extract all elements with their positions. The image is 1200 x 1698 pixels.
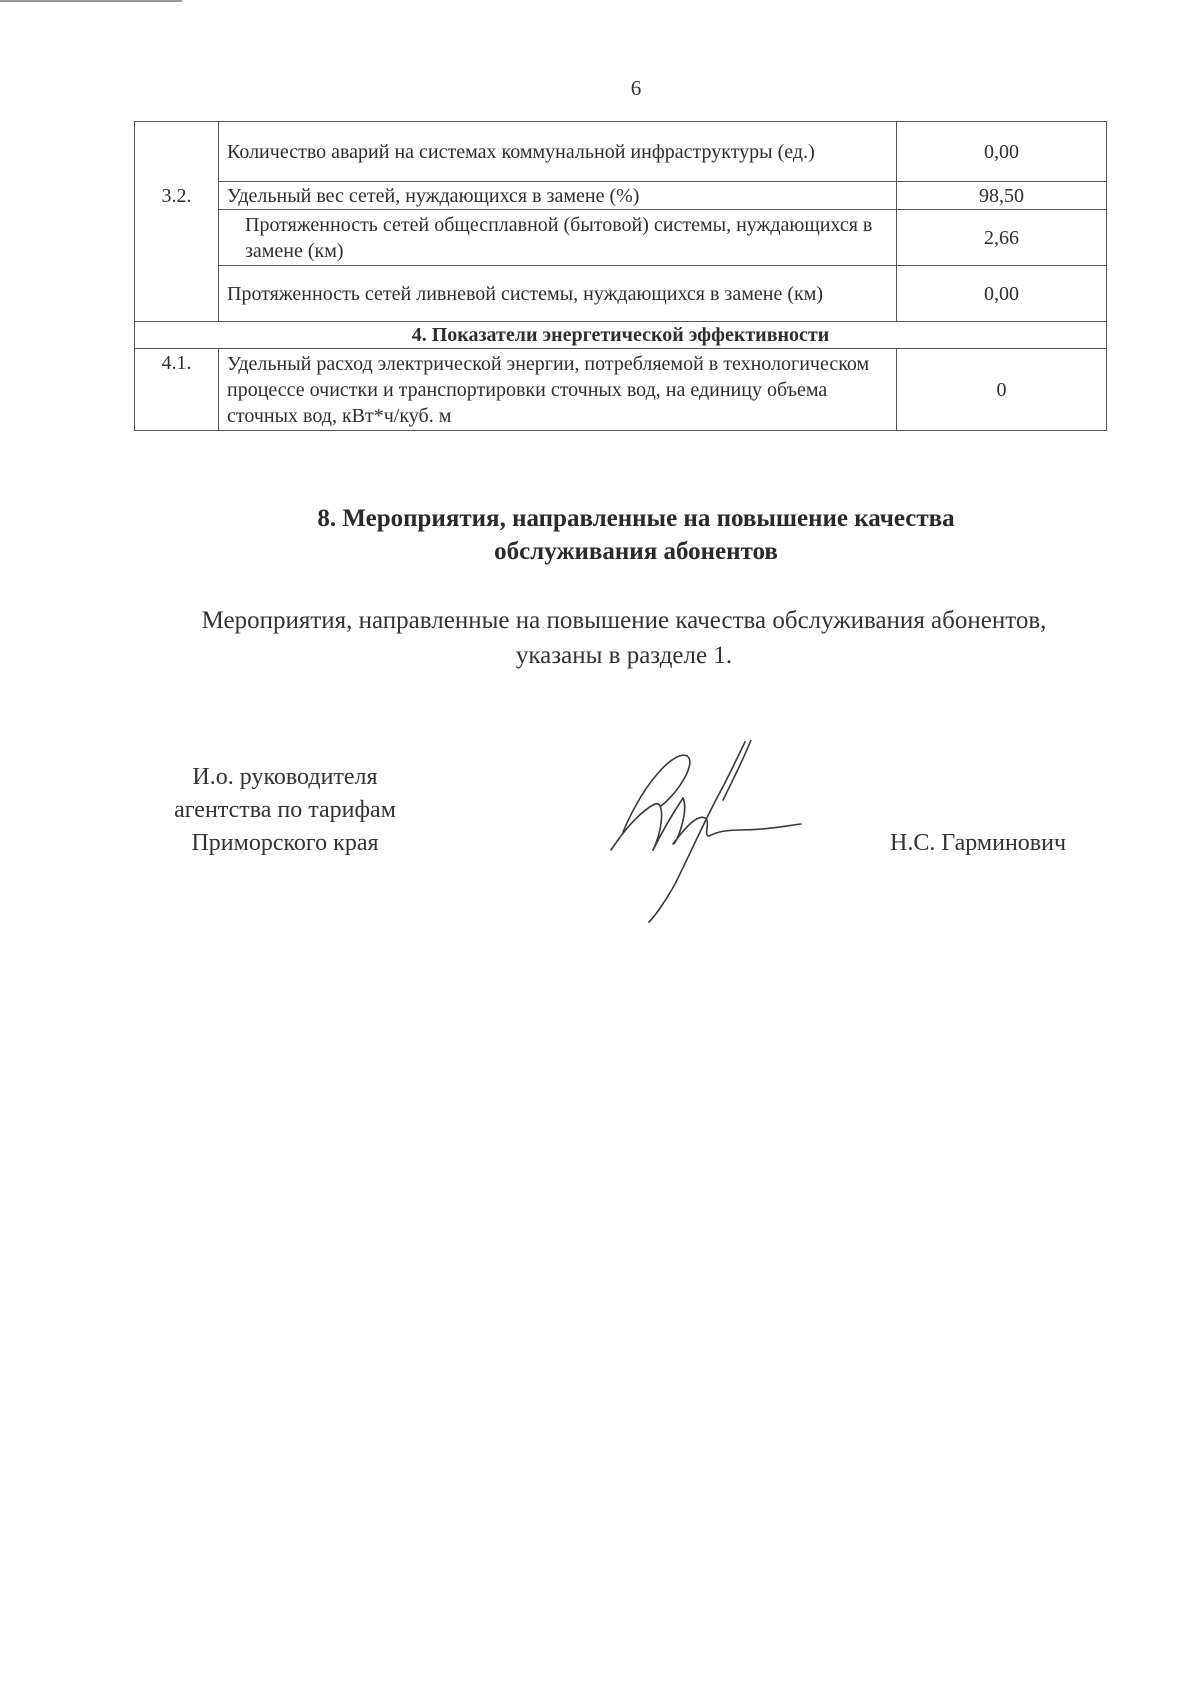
signatory-title bbox=[120, 761, 450, 860]
signer-name: Н.С. Гарминович bbox=[890, 830, 1067, 856]
indicator-name-cell: Количество аварий на системах коммунальной инфраструктуры (ед.) bbox=[219, 122, 897, 182]
row-number-cell bbox=[135, 210, 219, 266]
indicator-value-cell: 0 bbox=[897, 349, 1107, 431]
table-row bbox=[135, 349, 1107, 431]
indicator-name-cell: Протяженность сетей общесплавной (бытовой) системы, нуждающихся в замене (км) bbox=[219, 210, 897, 266]
title-line: Приморского края bbox=[191, 830, 379, 856]
row-number-cell bbox=[135, 122, 219, 182]
title-line: агентства по тарифам bbox=[174, 797, 396, 823]
page-number: 6 bbox=[630, 76, 642, 100]
section-header-row bbox=[135, 322, 1107, 349]
heading-line: обслуживания абонентов bbox=[494, 538, 778, 565]
table-row bbox=[135, 182, 1107, 210]
indicator-value-cell: 0,00 bbox=[897, 122, 1107, 182]
heading-line: 8. Мероприятия, направленные на повышение качества bbox=[317, 505, 955, 532]
handwritten-signature bbox=[605, 740, 815, 925]
row-number-cell: 4.1. bbox=[135, 349, 219, 431]
scan-corner-mark bbox=[0, 0, 182, 2]
row-number-cell: 3.2. bbox=[135, 182, 219, 210]
indicators-table bbox=[134, 121, 1107, 431]
table-row bbox=[135, 266, 1107, 322]
section-header-cell: 4. Показатели энергетической эффективности bbox=[135, 322, 1107, 349]
title-line: И.о. руководителя bbox=[192, 764, 378, 790]
section-8-heading bbox=[150, 502, 1122, 568]
body-line: указаны в разделе 1. bbox=[515, 642, 733, 669]
indicator-value-cell: 98,50 bbox=[897, 182, 1107, 210]
indicator-name-cell: Протяженность сетей ливневой системы, нуждающихся в замене (км) bbox=[219, 266, 897, 322]
indicator-name-cell: Удельный вес сетей, нуждающихся в замене (%) bbox=[219, 182, 897, 210]
indicator-value-cell: 0,00 bbox=[897, 266, 1107, 322]
indicator-name-cell: Удельный расход электрической энергии, потребляемой в технологическом процессе очистки и транспортировки сточных вод, на единицу объема сточных вод, кВт*ч/куб. м bbox=[219, 349, 897, 431]
section-8-body bbox=[124, 603, 1124, 673]
table-row bbox=[135, 210, 1107, 266]
row-number-cell bbox=[135, 266, 219, 322]
indicator-value-cell: 2,66 bbox=[897, 210, 1107, 266]
table-row bbox=[135, 122, 1107, 182]
body-line: Мероприятия, направленные на повышение качества обслуживания абонентов, bbox=[201, 607, 1047, 634]
